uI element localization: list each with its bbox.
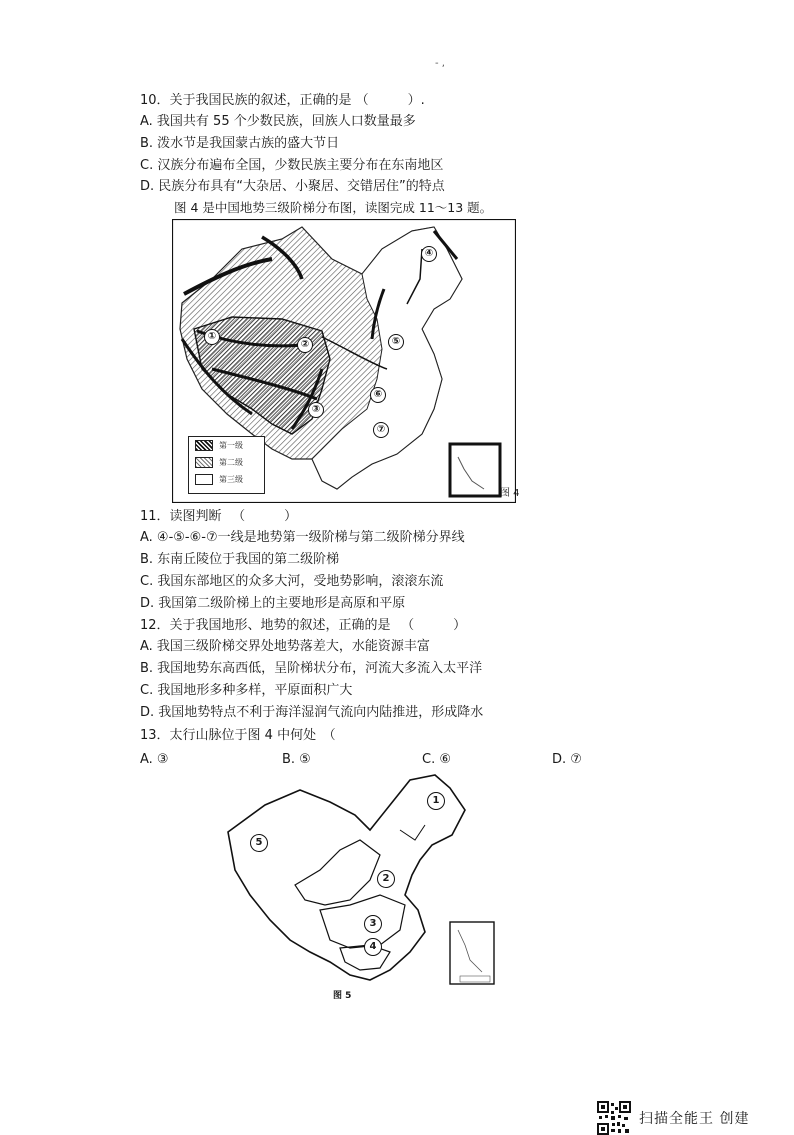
q13-option-d: D. ⑦ [552, 752, 582, 767]
legend-row-first-step [189, 437, 264, 454]
figure4-marker-5: ⑤ [388, 334, 404, 350]
figure4-marker-1: ① [204, 329, 220, 345]
q12-option-a: A. 我国三级阶梯交界处地势落差大，水能资源丰富 [140, 639, 430, 654]
q10-stem: 10．关于我国民族的叙述，正确的是 （ ）. [140, 93, 425, 108]
q12-option-b: B. 我国地势东高西低，呈阶梯状分布，河流大多流入太平洋 [140, 661, 483, 676]
figure4-marker-6: ⑥ [370, 387, 386, 403]
footer-watermark [597, 1101, 749, 1135]
figure5-outline-map [220, 770, 500, 1000]
figure5-marker-5: 5 [250, 834, 268, 852]
figure5-marker-1: 1 [427, 792, 445, 810]
legend-label-first: 第一级 [219, 441, 243, 450]
q12-option-c: C. 我国地形多种多样，平原面积广大 [140, 683, 353, 698]
q13-option-b: B. ⑤ [282, 752, 311, 767]
q11-option-c: C. 我国东部地区的众多大河，受地势影响，滚滚东流 [140, 574, 444, 589]
legend-swatch-dense [195, 440, 213, 451]
figure4-marker-7: ⑦ [373, 422, 389, 438]
figure5-map-drawing [220, 770, 500, 1000]
figure5-caption: 图 5 [333, 991, 352, 1001]
legend-swatch-blank [195, 474, 213, 485]
legend-row-third-step [189, 471, 264, 488]
figure4-intro: 图 4 是中国地势三级阶梯分布图，读图完成 11～13 题。 [174, 200, 493, 215]
figure4-marker-3: ③ [308, 402, 324, 418]
figure4-caption: 图 4 [500, 488, 520, 499]
figure4-marker-2: ② [297, 337, 313, 353]
q11-stem: 11．读图判断 （ ） [140, 509, 298, 524]
legend-row-second-step [189, 454, 264, 471]
q10-option-a: A. 我国共有 55 个少数民族，回族人口数量最多 [140, 114, 416, 129]
legend-label-third: 第三级 [219, 475, 243, 484]
q12-option-d: D. 我国地势特点不利于海洋湿润气流向内陆推进，形成降水 [140, 705, 484, 720]
q11-option-b: B. 东南丘陵位于我国的第二级阶梯 [140, 552, 340, 567]
header-mark: - , [435, 58, 445, 69]
legend-label-second: 第二级 [219, 458, 243, 467]
figure5-marker-2: 2 [377, 870, 395, 888]
q13-stem: 13．太行山脉位于图 4 中何处 （ [140, 728, 336, 743]
figure5-marker-4: 4 [364, 938, 382, 956]
qr-code-icon [597, 1101, 631, 1135]
figure5-marker-3: 3 [364, 915, 382, 933]
q10-option-c: C. 汉族分布遍布全国，少数民族主要分布在东南地区 [140, 158, 444, 173]
figure4-terrain-map [172, 219, 516, 503]
figure4-marker-4: ④ [421, 246, 437, 262]
figure4-legend [188, 436, 265, 494]
legend-swatch-hatch [195, 457, 213, 468]
footer-text: 扫描全能王 创建 [639, 1111, 750, 1127]
q10-option-d: D. 民族分布具有“大杂居、小聚居、交错居住”的特点 [140, 179, 445, 194]
q12-stem: 12．关于我国地形、地势的叙述，正确的是 （ ） [140, 618, 467, 633]
q10-option-b: B. 泼水节是我国蒙古族的盛大节日 [140, 136, 340, 151]
q13-option-a: A. ③ [140, 752, 169, 767]
q11-option-d: D. 我国第二级阶梯上的主要地形是高原和平原 [140, 596, 406, 611]
q13-option-c: C. ⑥ [422, 752, 451, 767]
q11-option-a: A. ④-⑤-⑥-⑦一线是地势第一级阶梯与第二级阶梯分界线 [140, 530, 465, 545]
